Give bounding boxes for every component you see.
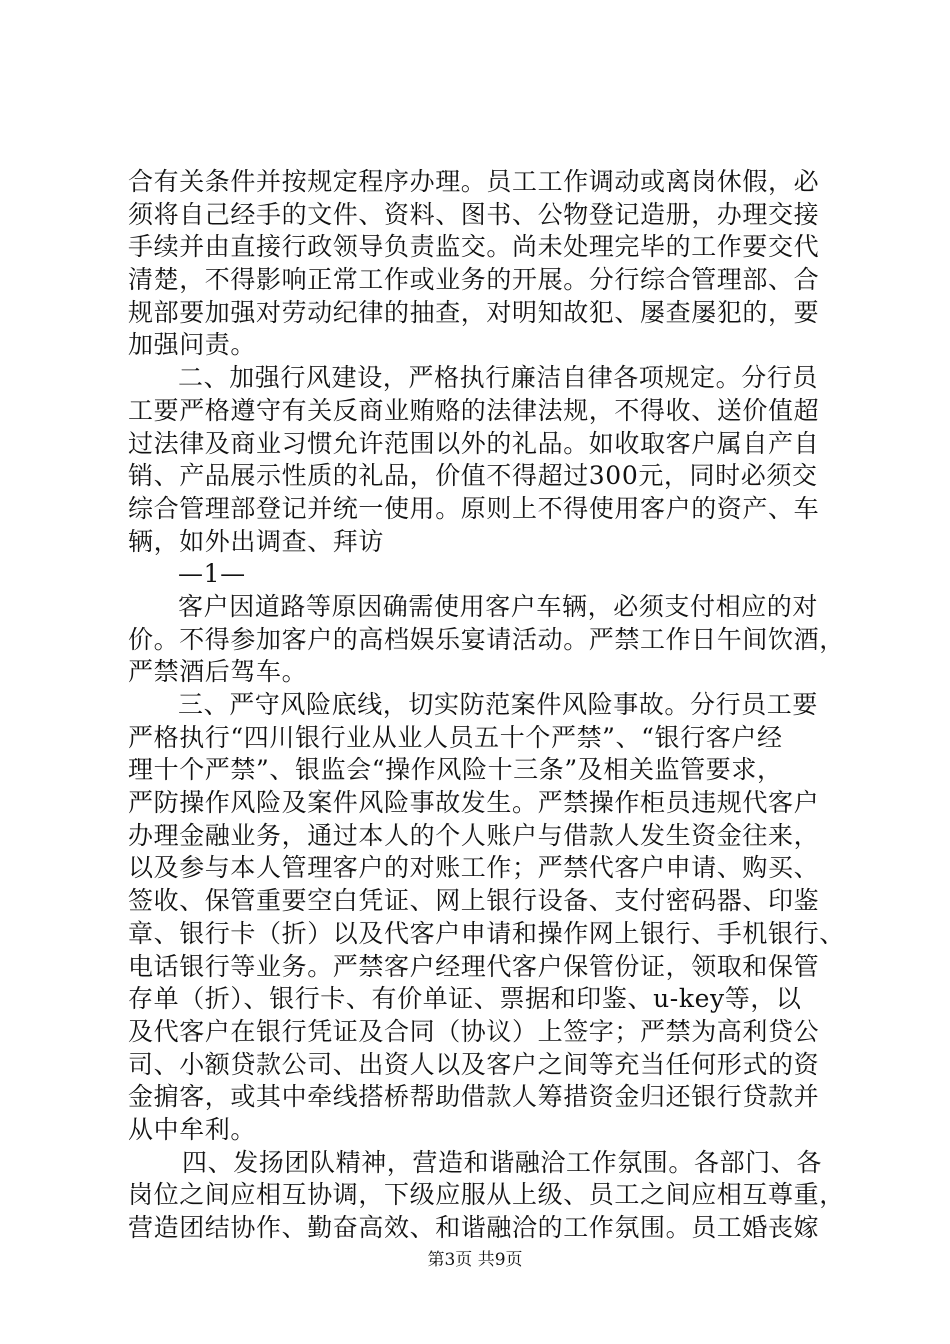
inline-page-marker: —1— [178, 559, 246, 589]
text-line: 辆，如外出调查、拜访 [128, 526, 385, 556]
text-line: 综合管理部登记并统一使用。原则上不得使用客户的资产、车 [128, 493, 820, 523]
text-line: 工要严格遵守有关反商业贿赂的法律法规，不得收、送价值超 [128, 395, 820, 425]
section-2-heading-line: 二、加强行风建设，严格执行廉洁自律各项规定。分行员 [178, 363, 819, 393]
page-number-label: 第3页 共9页 [427, 1250, 523, 1270]
text-line: 金掮客，或其中牵线搭桥帮助借款人筹措资金归还银行贷款并 [128, 1082, 820, 1112]
text-line: 严防操作风险及案件风险事故发生。严禁操作柜员违规代客户 [128, 788, 820, 818]
text-line: 清楚，不得影响正常工作或业务的开展。分行综合管理部、合 [128, 265, 820, 295]
text-line: 价。不得参加客户的高档娱乐宴请活动。严禁工作日午间饮酒， [128, 624, 845, 654]
text-line: 客户因道路等原因确需使用客户车辆，必须支付相应的对 [178, 591, 819, 621]
text-line: 从中牟利。 [128, 1114, 257, 1144]
text-line: 销、产品展示性质的礼品，价值不得超过300元，同时必须交 [128, 461, 818, 491]
text-line: 过法律及商业习惯允许范围以外的礼品。如收取客户属自产自 [128, 428, 820, 458]
text-line: 须将自己经手的文件、资料、图书、公物登记造册，办理交接 [128, 199, 820, 229]
text-line: 存单（折）、银行卡、有价单证、票据和印鉴、u-key等，以 [128, 984, 802, 1014]
text-line: 司、小额贷款公司、出资人以及客户之间等充当任何形式的资 [128, 1049, 820, 1079]
text-line: 理十个严禁”、银监会“操作风险十三条”及相关监管要求， [128, 755, 783, 785]
text-line: 营造团结协作、勤奋高效、和谐融洽的工作氛围。员工婚丧嫁 [128, 1213, 820, 1242]
text-line: 办理金融业务，通过本人的个人账户与借款人发生资金往来， [128, 820, 820, 850]
section-3-heading-line: 三、严守风险底线，切实防范案件风险事故。分行员工要 [178, 690, 819, 719]
section-4-heading-line: 四、发扬团队精神，营造和谐融洽工作氛围。各部门、各 [182, 1147, 823, 1177]
text-line: 合有关条件并按规定程序办理。员工工作调动或离岗休假，必 [128, 167, 820, 196]
text-line: 规部要加强对劳动纪律的抽查，对明知故犯、屡查屡犯的，要 [128, 297, 820, 327]
text-line: 严禁酒后驾车。 [128, 657, 308, 687]
text-line: 岗位之间应相互协调，下级应服从上级、员工之间应相互尊重， [128, 1180, 845, 1210]
text-line: 及代客户在银行凭证及合同（协议）上签字；严禁为高利贷公 [128, 1016, 820, 1046]
text-line: 签收、保管重要空白凭证、网上银行设备、支付密码器、印鉴 [128, 886, 820, 916]
text-line: 电话银行等业务。严禁客户经理代客户保管份证，领取和保管 [128, 951, 820, 981]
text-line: 以及参与本人管理客户的对账工作；严禁代客户申请、购买、 [128, 853, 820, 883]
text-line: 手续并由直接行政领导负责监交。尚未处理完毕的工作要交代 [128, 232, 820, 262]
text-line: 章、银行卡（折）以及代客户申请和操作网上银行、手机银行、 [128, 918, 845, 948]
page-footer [0, 1248, 950, 1272]
document-body [128, 166, 845, 1245]
text-line: 严格执行“四川银行业从业人员五十个严禁”、“银行客户经 [128, 722, 783, 752]
text-line: 加强问责。 [128, 330, 257, 360]
